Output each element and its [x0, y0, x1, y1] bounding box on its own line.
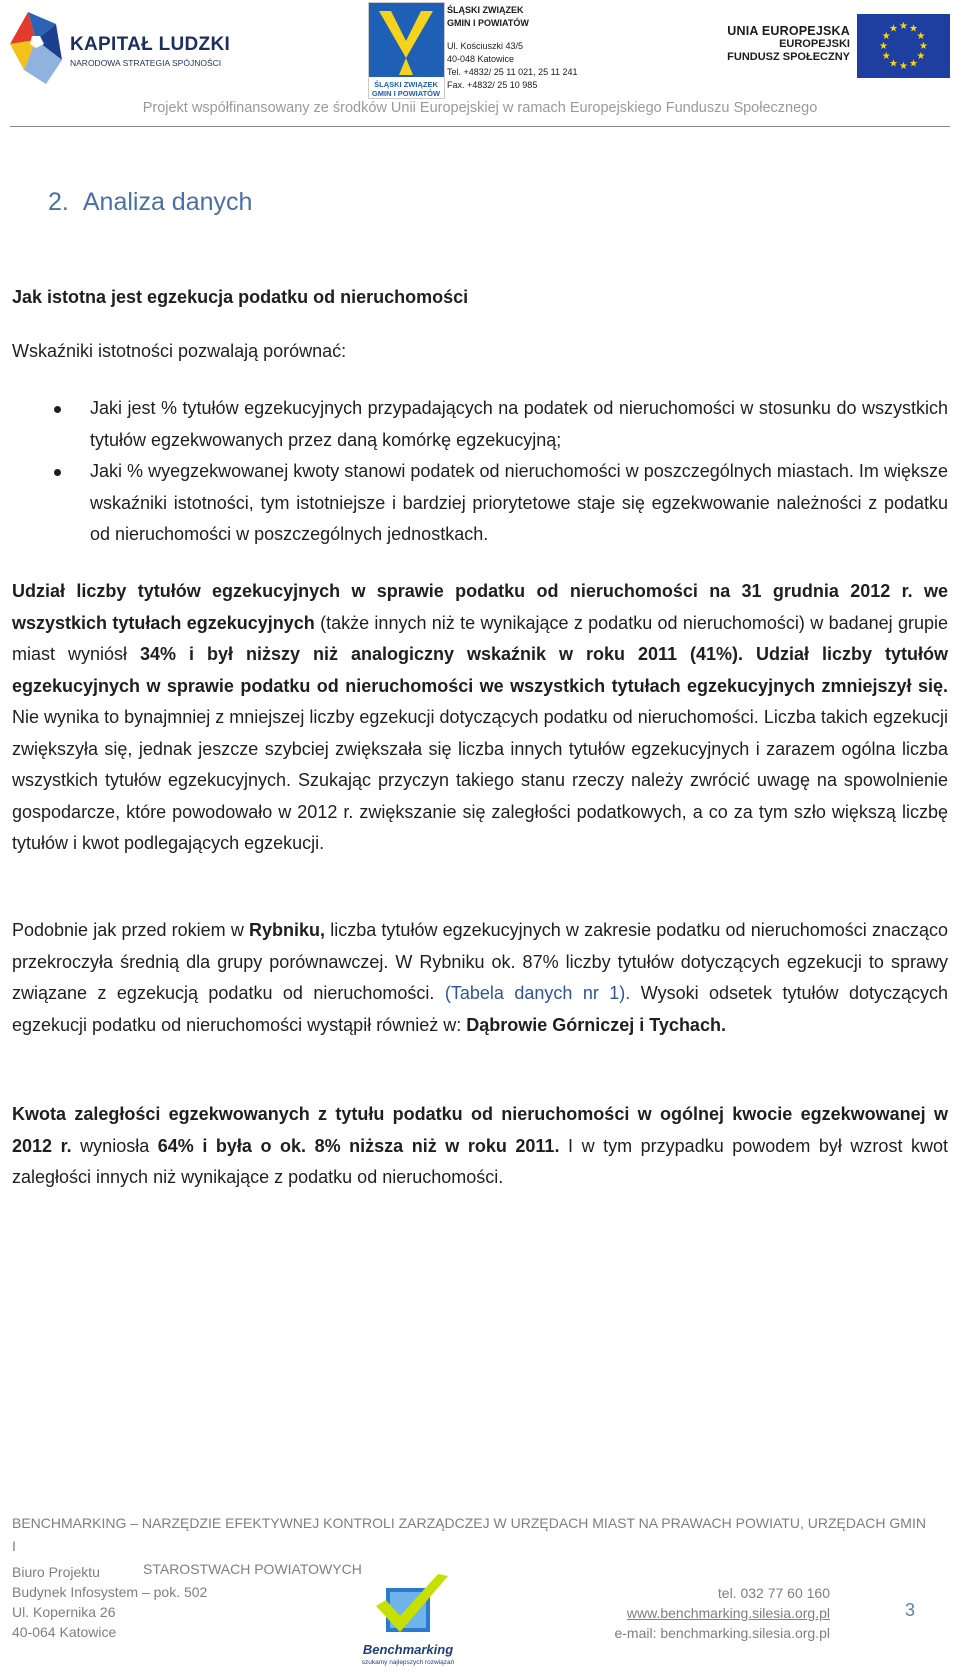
cofinancing-note: Projekt współfinansowany ze środków Unii Europejskiej w ramach Europejskiego Funduszu Społecznego [142, 100, 818, 116]
eu-line-2: EUROPEJSKI [779, 38, 850, 50]
footer-email: e-mail: benchmarking.silesia.org.pl [614, 1625, 830, 1641]
p1-bold-1: Udział liczby tytułów egzekucyjnych w sprawie podatku od nieruchomości na 31 grudnia 2012 r. we wszystkich tytułach egzekucyjnych [12, 581, 948, 633]
benchmarking-check-icon [352, 1570, 464, 1642]
p3-text-1: wyniosła [71, 1135, 158, 1156]
section-heading [48, 188, 252, 217]
sz-tel: Tel. +4832/ 25 11 021, 25 11 241 [447, 67, 578, 77]
bullet-icon [54, 406, 61, 413]
office-building: Budynek Infosystem – pok. 502 [12, 1584, 208, 1600]
footer-title-line-1: BENCHMARKING – NARZĘDZIE EFEKTYWNEJ KONTROLI ZARZĄDCZEJ W URZĘDACH MIAST NA PRAWACH POWIATU, URZĘDACH GMIN I [12, 1515, 926, 1554]
svg-text:★: ★ [881, 51, 891, 62]
subheading: Jak istotna jest egzekucja podatku od nieruchomości [12, 287, 469, 307]
sz-city: 40-048 Katowice [447, 54, 515, 64]
office-street: Ul. Kopernika 26 [12, 1604, 116, 1620]
svg-text:★: ★ [909, 58, 918, 70]
slaski-zwiazek-emblem-icon [369, 3, 444, 98]
kapital-ludzki-emblem-icon [6, 6, 76, 84]
list-item [52, 456, 948, 551]
footer-contact [590, 1583, 830, 1643]
eu-line-1: UNIA EUROPEJSKA [727, 24, 850, 38]
paragraph-rybnik [12, 915, 948, 1041]
p2-bold-2: Dąbrowie Górniczej i Tychach. [466, 1014, 726, 1035]
bullet-text-1: Jaki jest % tytułów egzekucyjnych przypadających na podatek od nieruchomości w stosunku do wszystkich tytułów egzekwowanych przez daną komórkę egzekucyjną; [90, 398, 948, 450]
bullet-list [52, 393, 948, 551]
svg-text:★: ★ [881, 31, 891, 42]
svg-text:★: ★ [879, 41, 888, 52]
sz-logo-caption-1: ŚLĄSKI ZWIĄZEK [374, 80, 438, 89]
p1-text-2: Nie wynika to bynajmniej z mniejszej liczby egzekucji dotyczących podatku od nieruchomości. Liczba takich egzekucji zwiększyła się, jednak jeszcze szybciej zwiększała się liczba innych tytułów egzekucyjnych i zarazem ogólna liczba wszystkich tytułów egzekucyjnych. Szukając przyczyn takiego stanu rzeczy należy zwrócić uwagę na spowolnienie gospodarcze, które powodowało w 2012 r. zwiększanie się zaległości podatkowych, a co za tym szło większą liczbę tytułów i kwot podlegających egzekucji. [12, 707, 948, 853]
header-divider [10, 126, 950, 127]
kapital-ludzki-title: KAPITAŁ LUDZKI [70, 34, 231, 55]
p2-text-3: Wysoki odsetek tytułów dotyczących egzekucji podatku od nieruchomości wystąpił również w: [12, 983, 949, 1035]
p3-bold-1: Kwota zaległości egzekwowanych z tytułu podatku od nieruchomości w ogólnej kwocie egzekwowanej w 2012 r. [12, 1104, 948, 1156]
p2-bold-1: Rybniku, [249, 920, 326, 940]
eu-flag-icon [857, 14, 950, 78]
paragraph-titles-share [12, 576, 948, 860]
benchmarking-logo-tagline: szukamy najlepszych rozwiązań [361, 1659, 455, 1666]
svg-text:★: ★ [916, 51, 926, 62]
office-city: 40-064 Katowice [12, 1624, 117, 1640]
p3-bold-2: 64% i była o ok. 8% niższa niż w roku 2011. [157, 1135, 560, 1156]
p1-bold-2: 34% i był niższy niż analogiczny wskaźnik w roku 2011 (41%). Udział liczby tytułów egzekucyjnych w sprawie podatku od nieruchomości we wszystkich tytułach egzekucyjnych zmniejszył się. [12, 644, 948, 696]
bullet-text-2: Jaki % wyegzekwowanej kwoty stanowi podatek od nieruchomości w poszczególnych miastach. Im większe wskaźniki istotności, tym istotniejsze i bardziej priorytetowe staje się egzekwowanie należności z podatku od nieruchomości w poszczególnych jednostkach. [90, 461, 948, 544]
p1-text-1: (także innych niż te wynikające z podatku od nieruchomości) w badanej grupie miast wyniósł [12, 612, 948, 664]
footer-office-address [12, 1562, 207, 1642]
sz-fax: Fax. +4832/ 25 10 985 [447, 80, 538, 90]
svg-text:★: ★ [899, 61, 908, 72]
svg-text:★: ★ [899, 21, 908, 32]
svg-text:★: ★ [909, 23, 918, 35]
page-number: 3 [905, 1600, 916, 1620]
svg-text:★: ★ [889, 58, 898, 70]
section-number: 2. [48, 188, 69, 216]
sz-logo-caption-2: GMIN I POWIATÓW [371, 89, 441, 98]
svg-text:★: ★ [916, 31, 926, 42]
svg-text:★: ★ [889, 23, 898, 35]
p3-text-2: I w tym przypadku powodem był wzrost kwot zaległości innych niż wynikające z podatku od nieruchomości. [12, 1135, 949, 1187]
benchmarking-logo-word: Benchmarking [362, 1642, 454, 1657]
footer-title-line-2: STAROSTWACH POWIATOWYCH [143, 1561, 362, 1577]
p2-text-1: Podobnie jak przed rokiem w [12, 920, 250, 940]
eu-text-block [700, 24, 850, 64]
footer-website-link[interactable]: www.benchmarking.silesia.org.pl [626, 1605, 830, 1621]
table-reference-link[interactable]: (Tabela danych nr 1). [444, 983, 631, 1003]
paragraph-arrears [12, 1099, 948, 1194]
svg-text:★: ★ [919, 41, 928, 52]
sz-address: Ul. Kościuszki 43/5 [447, 41, 524, 51]
p2-text-2: liczba tytułów egzekucyjnych w zakresie podatku od nieruchomości znacząco przekroczyła średnią dla grupy porównawczej. W Rybniku ok. 87% liczby tytułów dotyczących egzekucji to sprawy związane z egzekucją podatku od nieruchomości. [12, 920, 948, 1003]
bullet-icon [54, 469, 61, 476]
slaski-zwiazek-contact [447, 4, 578, 92]
sz-name-line-2: GMIN I POWIATÓW [447, 18, 529, 28]
lead-text: Wskaźniki istotności pozwalają porównać: [12, 341, 347, 361]
list-item [52, 393, 948, 456]
office-label: Biuro Projektu [12, 1564, 100, 1580]
kapital-ludzki-subtitle: NARODOWA STRATEGIA SPÓJNOŚCI [70, 58, 222, 68]
footer-tel: tel. 032 77 60 160 [717, 1585, 830, 1601]
eu-line-3: FUNDUSZ SPOŁECZNY [727, 51, 850, 63]
sz-name-line-1: ŚLĄSKI ZWIĄZEK [447, 5, 524, 15]
slaski-zwiazek-logo [368, 2, 445, 99]
section-title: Analiza danych [82, 188, 253, 216]
